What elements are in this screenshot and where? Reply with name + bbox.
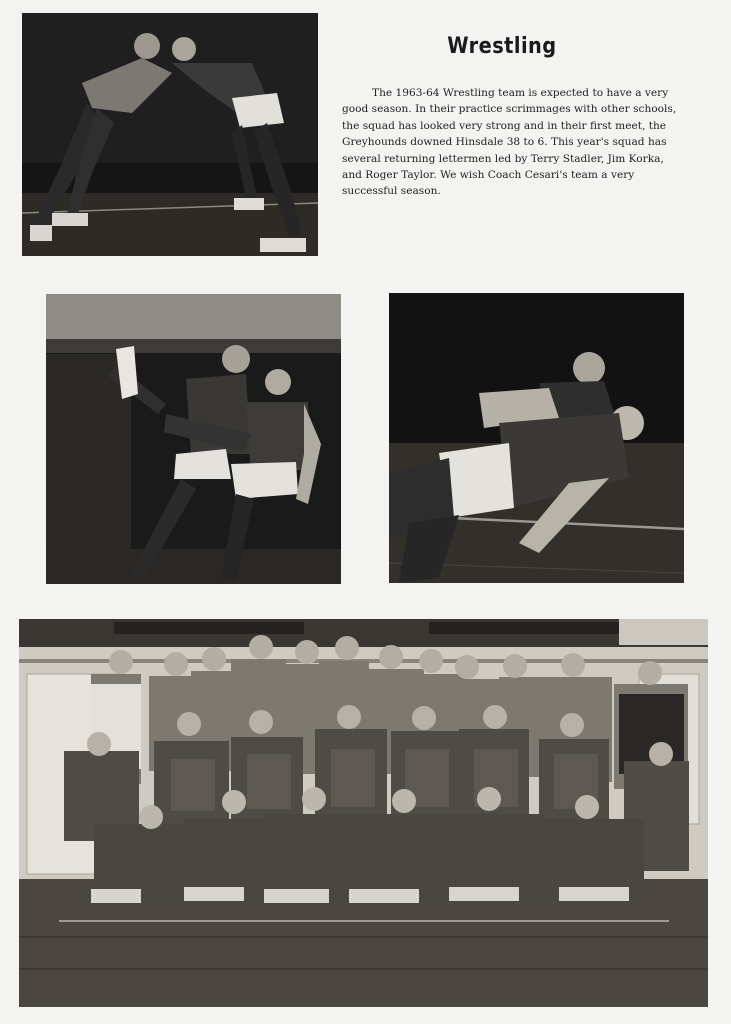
article-title: Wrestling [447,34,557,59]
article-body: The 1963-64 Wrestling team is expected to have a very good season. In their practice scrimmages with other schools, the squad has looked very strong and in their first meet, the Greyhounds downed Hinsdale 38 to 6. This year's squad has several returning lettermen led by Terry Stadler, Jim Korka, and Roger Taylor. We wish Coach Cesari's team a very successful season. [342,87,677,198]
wrestlers-leg-lift-photo [46,294,341,584]
wrestlers-standing-grapple-photo [22,13,318,256]
wrestling-team-group-photo [19,619,708,1007]
wrestlers-mat-hold-photo [389,293,684,583]
